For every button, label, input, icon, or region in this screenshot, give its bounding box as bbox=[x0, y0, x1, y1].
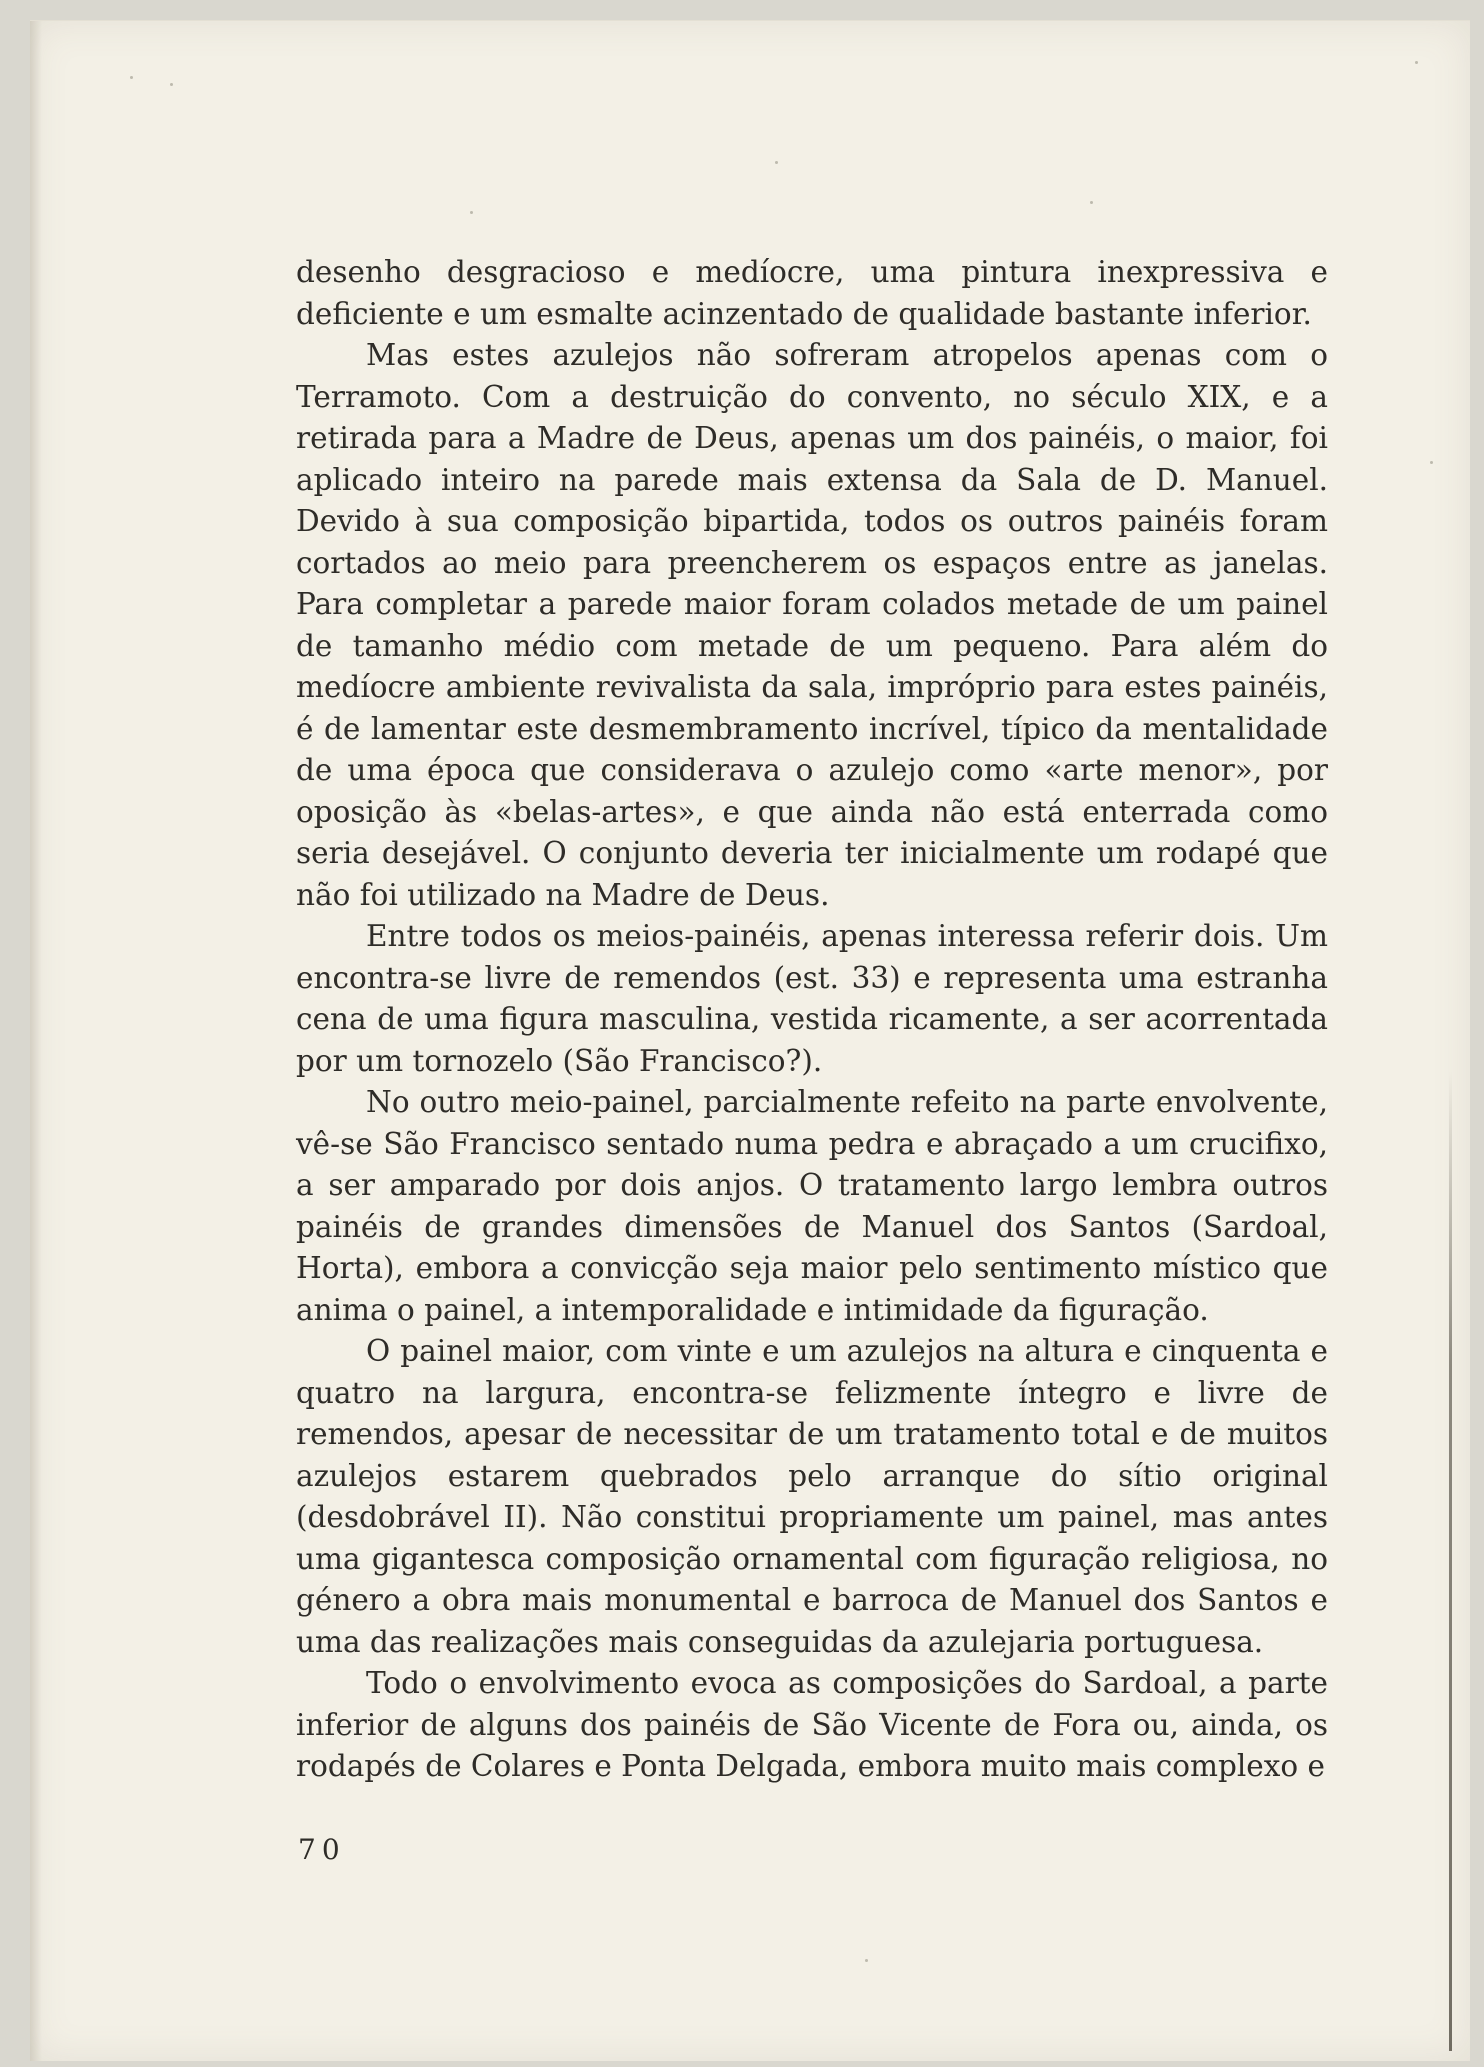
page-left-shadow bbox=[30, 21, 42, 2061]
body-text bbox=[296, 252, 1328, 1788]
paragraph: O painel maior, com vinte e um azulejos na altura e cinquenta e quatro na largura, encontra-se felizmente íntegro e livre de remendos, apesar de necessitar de um tratamento total e de muitos azulejos estarem quebrados pelo arranque do sítio original (desdobrável II). Não constitui propriamente um painel, mas antes uma gigantesca composição ornamental com figuração religiosa, no género a obra mais monumental e barroca de Manuel dos Santos e uma das realizações mais conseguidas da azulejaria portuguesa. bbox=[296, 1334, 1328, 1659]
paper-speck bbox=[775, 161, 778, 164]
page-right-edge bbox=[1449, 1071, 1452, 2051]
paragraph: Todo o envolvimento evoca as composições do Sardoal, a parte inferior de alguns dos painéis de São Vicente de Fora ou, ainda, os rodapés de Colares e Ponta Delgada, embora muito mais complexo e bbox=[296, 1666, 1328, 1783]
paragraph: Entre todos os meios-painéis, apenas interessa referir dois. Um encontra-se livre de remendos (est. 33) e representa uma estranha cena de uma figura masculina, vestida ricamente, a ser acorrentada por um tornozelo (São Francisco?). bbox=[296, 919, 1328, 1078]
paper-speck bbox=[1430, 461, 1433, 464]
paper-speck bbox=[1090, 201, 1093, 204]
paper-speck bbox=[865, 1959, 868, 1962]
paper-speck bbox=[170, 83, 173, 86]
paper-speck bbox=[470, 211, 473, 214]
page-number: 70 bbox=[298, 1833, 346, 1866]
paragraph: Mas estes azulejos não sofreram atropelos apenas com o Terramoto. Com a destruição do convento, no século XIX, e a retirada para a Madre de Deus, apenas um dos painéis, o maior, foi aplicado inteiro na parede mais extensa da Sala de D. Manuel. Devido à sua composição bipartida, todos os outros painéis foram cortados ao meio para preencherem os espaços entre as janelas. Para completar a parede maior foram colados metade de um painel de tamanho médio com metade de um pequeno. Para além do medíocre ambiente revivalista da sala, impróprio para estes painéis, é de lamentar este desmembramento incrível, típico da mentalidade de uma época que considerava o azulejo como «arte menor», por oposição às «belas-artes», e que ainda não está enterrada como seria desejável. O conjunto deveria ter inicialmente um rodapé que não foi utilizado na Madre de Deus. bbox=[296, 338, 1328, 912]
paragraph: desenho desgracioso e medíocre, uma pintura inexpressiva e deficiente e um esmalte acinzentado de qualidade bastante inferior. bbox=[296, 255, 1328, 331]
paper-speck bbox=[1415, 61, 1418, 64]
paper-speck bbox=[130, 76, 133, 79]
paragraph: No outro meio-painel, parcialmente refeito na parte envolvente, vê-se São Francisco sentado numa pedra e abraçado a um crucifixo, a ser amparado por dois anjos. O tratamento largo lembra outros painéis de grandes dimensões de Manuel dos Santos (Sardoal, Horta), embora a convicção seja maior pelo sentimento místico que anima o painel, a intemporalidade e intimidade da figuração. bbox=[296, 1085, 1328, 1327]
